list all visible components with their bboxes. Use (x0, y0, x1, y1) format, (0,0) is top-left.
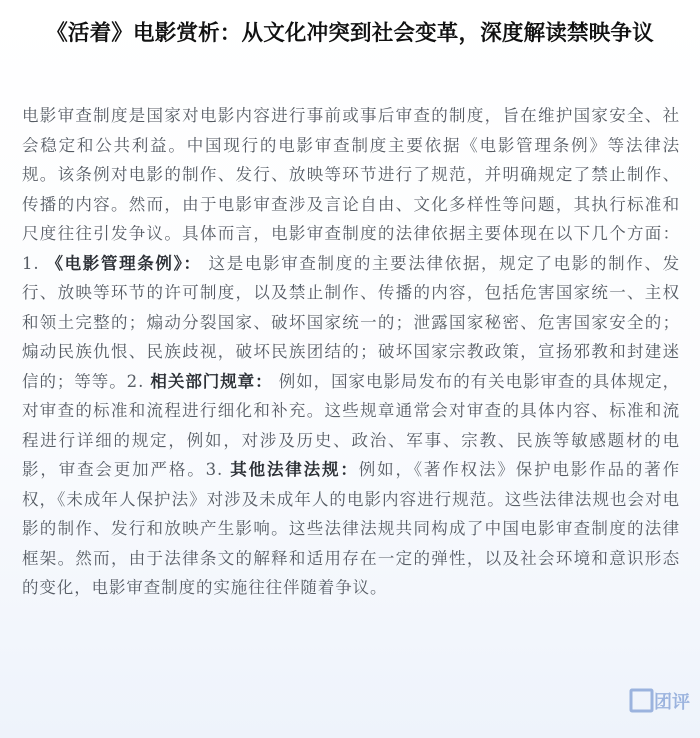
brand-logo-text: 团评 (654, 692, 690, 713)
body-other-laws-detail: 例如，《著作权法》保护电影作品的著作权，《未成年人保护法》对涉及未成年人的电影内容进行规范。这些法律法规也会对电影的制作、发行和放映产生影响。这些法律法规共同构成了中国电影审查制度的法律框架。然而，由于法律条文的解释和适用存在一定的弹性，以及社会环境和意识形态的变化，电影审查制度的实施往往伴随着争议。 (22, 460, 680, 597)
article-body (22, 101, 680, 603)
brand-logo-mark (630, 688, 690, 714)
body-intro: 电影审查制度是国家对电影内容进行事前或事后审查的制度，旨在维护国家安全、社会稳定和公共利益。中国现行的电影审查制度主要依据《电影管理条例》等法律法规。该条例对电影的制作、发行、放映等环节进行了规范，并明确规定了禁止制作、传播的内容。然而，由于电影审查涉及言论自由、文化多样性等问题，其执行标准和尺度往往引发争议。具体而言，电影审查制度的法律依据主要体现在以下几个方面：1. (22, 106, 680, 273)
article-title: 《活着》电影赏析：从文化冲突到社会变革，深度解读禁映争议 (46, 21, 654, 46)
body-regulations-detail: 这是电影审查制度的主要法律依据，规定了电影的制作、发行、放映等环节的许可制度，以及禁止制作、传播的内容，包括危害国家统一、主权和领土完整的；煽动分裂国家、破坏国家统一的；泄露国家秘密、危害国家安全的；煽动民族仇恨、民族歧视，破坏民族团结的；破坏国家宗教政策，宣扬邪教和封建迷信的；等等。2. (22, 253, 680, 391)
body-department-rules-detail: 例如，国家电影局发布的有关电影审查的具体规定，对审查的标准和流程进行细化和补充。这些规章通常会对审查的具体内容、标准和流程进行详细的规定，例如，对涉及历史、政治、军事、宗教、民族等敏感题材的电影，审查会更加严格。3. (22, 371, 680, 479)
heading-department-rules: 相关部门规章： (150, 371, 273, 391)
heading-film-regulations: 《电影管理条例》： (46, 253, 202, 273)
brand-logo (630, 688, 690, 714)
heading-other-laws: 其他法律法规： (230, 460, 359, 479)
